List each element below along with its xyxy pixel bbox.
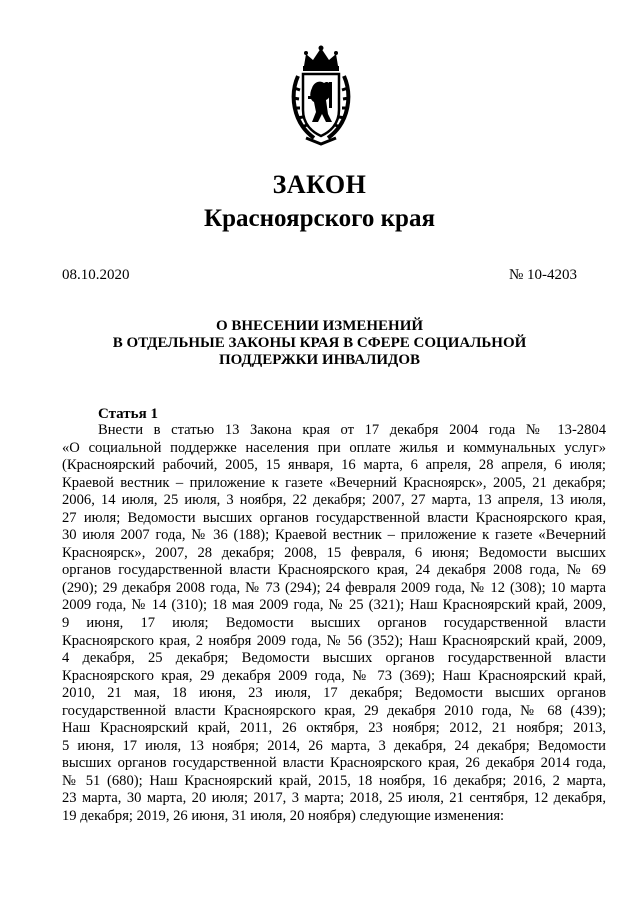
body-line: органов государственной власти Красноярского края, 24 декабря 2008 года, № 69 [62, 562, 606, 579]
body-line: Краевой вестник – приложение к газете «Вечерний Красноярск», 2005, 21 декабря; [62, 474, 606, 491]
body-line: Внести в статью 13 Закона края от 17 декабря 2004 года № 13-2804 [98, 422, 606, 438]
heading-line: О ВНЕСЕНИИ ИЗМЕНЕНИЙ [215, 318, 424, 334]
heading-line: В ОТДЕЛЬНЫЕ ЗАКОНЫ КРАЯ В СФЕРЕ СОЦИАЛЬНОЙ [112, 335, 527, 351]
body-line: «О социальной поддержке населения при оплате жилья и коммунальных услуг» [62, 439, 606, 456]
body-line: 4 декабря, 25 декабря; Ведомости высших органов государственной власти [62, 650, 606, 667]
law-number: № 10-4203 [508, 267, 577, 283]
body-line: 5 июня, 17 июля, 13 ноября; 2014, 26 марта, 3 декабря, 24 декабря; Ведомости [62, 737, 606, 754]
law-region: Красноярского края [204, 205, 435, 232]
article-body [62, 422, 606, 826]
body-line: высших органов государственной власти Красноярского края, 26 декабря 2014 года, [62, 755, 606, 772]
law-title: ЗАКОН [272, 170, 367, 199]
body-line: 19 декабря; 2019, 26 июня, 31 июля, 20 ноября) следующие изменения: [62, 808, 505, 825]
body-line: Красноярского края, 29 декабря 2009 года, № 73 (369); Наш Красноярский край, [62, 667, 606, 684]
law-heading [0, 318, 639, 369]
body-line: 9 июня, 17 июля; Ведомости высших органов государственной власти [62, 615, 606, 632]
body-line: 2010, 21 мая, 18 июня, 23 июля, 17 декабря; Ведомости высших органов [62, 685, 606, 702]
body-line: № 51 (680); Наш Красноярский край, 2015, 18 ноября, 16 декабря; 2016, 2 марта, [62, 772, 606, 789]
body-line: (Красноярский рабочий, 2005, 15 января, 16 марта, 6 апреля, 28 апреля, 6 июля; [62, 457, 606, 474]
law-date: 08.10.2020 [62, 267, 130, 283]
body-line: 27 июля; Ведомости высших органов государственной власти Красноярского края, [62, 509, 606, 526]
body-line: 30 июля 2007 года, № 36 (188); Краевой вестник – приложение к газете «Вечерний [62, 527, 606, 544]
heading-line: ПОДДЕРЖКИ ИНВАЛИДОВ [218, 352, 421, 368]
coat-of-arms-icon [286, 44, 356, 146]
body-line: Наш Красноярский край, 2011, 26 октября, 23 ноября; 2012, 21 ноября; 2013, [62, 720, 606, 737]
article-title: Статья 1 [98, 406, 158, 422]
body-line: 2006, 14 июля, 25 июля, 3 ноября, 22 декабря; 2007, 27 марта, 13 апреля, 13 июля, [62, 492, 606, 509]
body-line: (290); 29 декабря 2008 года, № 73 (294); 24 февраля 2009 года, № 12 (308); 10 марта [62, 579, 606, 596]
body-line: Красноярск», 2007, 28 декабря; 2008, 15 февраля, 6 июня; Ведомости высших [62, 544, 606, 561]
body-line: 2009 года, № 14 (310); 18 мая 2009 года, № 25 (321); Наш Красноярский край, 2009, [62, 597, 606, 614]
body-line: 23 марта, 30 марта, 20 июля; 2017, 3 марта; 2018, 25 июля, 21 сентября, 12 декабря, [62, 790, 606, 807]
body-line: государственной власти Красноярского края, 29 декабря 2010 года, № 68 (439); [62, 702, 606, 719]
body-line: Красноярского края, 2 ноября 2009 года, № 56 (352); Наш Красноярский край, 2009, [62, 632, 606, 649]
